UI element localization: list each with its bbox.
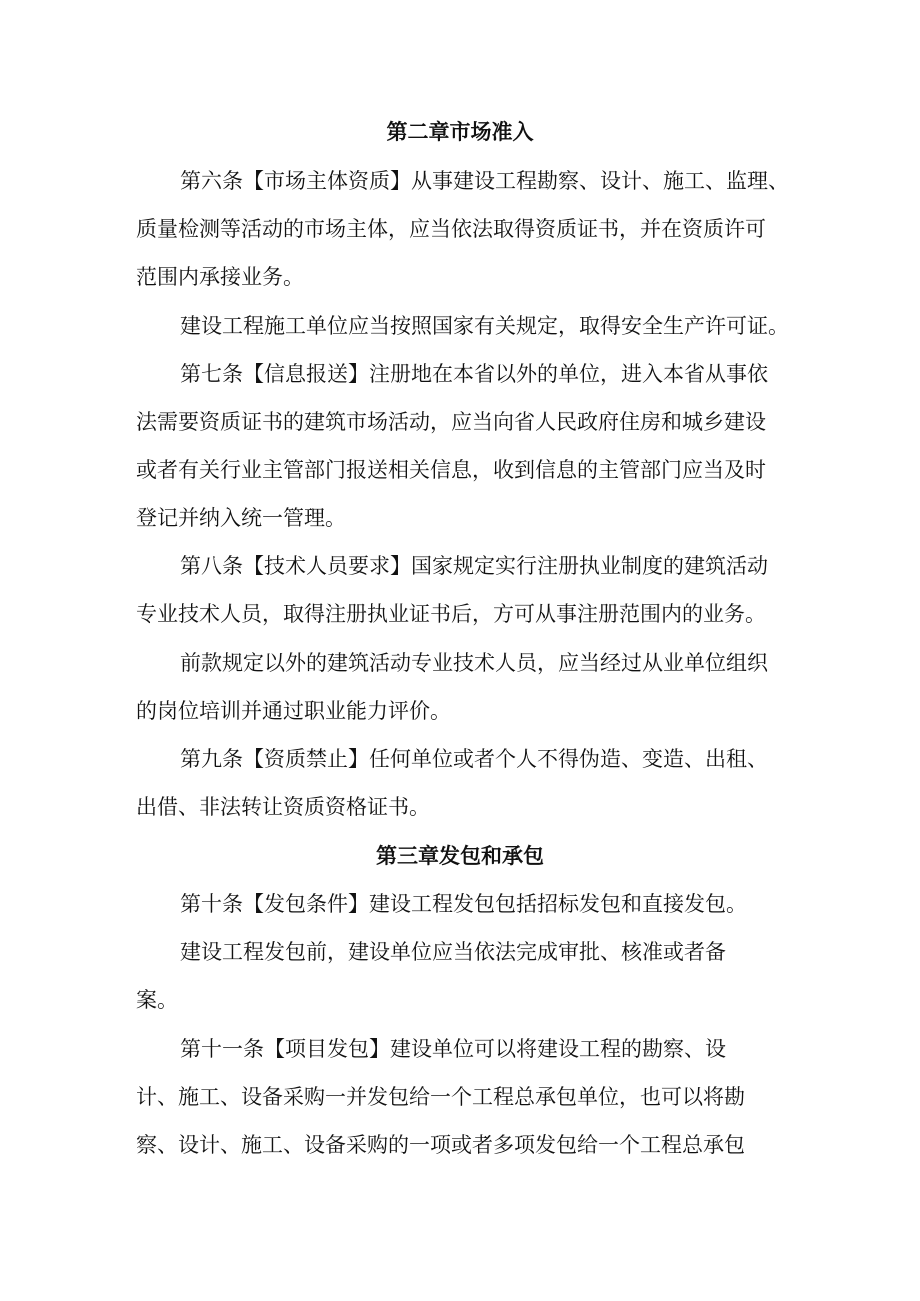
- article-11-line-3: 察、设计、施工、设备采购的一项或者多项发包给一个工程总承包: [136, 1133, 745, 1157]
- chapter-2-title: 第二章市场准入: [386, 120, 534, 144]
- article-10-paragraph-2-line-2: 案。: [136, 988, 178, 1012]
- article-9-line-2: 出借、非法转让资质资格证书。: [136, 795, 430, 819]
- article-6-paragraph-2: 建设工程施工单位应当按照国家有关规定，取得安全生产许可证。: [180, 314, 789, 338]
- article-11-line-2: 计、施工、设备采购一并发包给一个工程总承包单位，也可以将勘: [136, 1085, 745, 1109]
- article-6-line-3: 范围内承接业务。: [136, 265, 304, 289]
- article-8-paragraph-2-line-1: 前款规定以外的建筑活动专业技术人员，应当经过从业单位组织: [180, 651, 768, 675]
- article-10-line-1: 第十条【发包条件】建设工程发包包括招标发包和直接发包。: [180, 892, 747, 916]
- article-6-line-2: 质量检测等活动的市场主体，应当依法取得资质证书，并在资质许可: [136, 217, 766, 241]
- article-7-line-4: 登记并纳入统一管理。: [136, 506, 346, 530]
- article-8-line-1: 第八条【技术人员要求】国家规定实行注册执业制度的建筑活动: [180, 554, 768, 578]
- article-8-paragraph-2-line-2: 的岗位培训并通过职业能力评价。: [136, 699, 451, 723]
- article-7-line-2: 法需要资质证书的建筑市场活动，应当向省人民政府住房和城乡建设: [136, 410, 766, 434]
- article-6-line-1: 第六条【市场主体资质】从事建设工程勘察、设计、施工、监理、: [180, 169, 789, 193]
- article-7-line-3: 或者有关行业主管部门报送相关信息，收到信息的主管部门应当及时: [136, 458, 766, 482]
- article-7-line-1: 第七条【信息报送】注册地在本省以外的单位，进入本省从事依: [180, 362, 768, 386]
- article-10-paragraph-2-line-1: 建设工程发包前，建设单位应当依法完成审批、核准或者备: [180, 940, 726, 964]
- article-9-line-1: 第九条【资质禁止】任何单位或者个人不得伪造、变造、出租、: [180, 747, 768, 771]
- article-11-line-1: 第十一条【项目发包】建设单位可以将建设工程的勘察、设: [180, 1037, 726, 1061]
- chapter-3-title: 第三章发包和承包: [376, 844, 544, 868]
- article-8-line-2: 专业技术人员，取得注册执业证书后，方可从事注册范围内的业务。: [136, 602, 766, 626]
